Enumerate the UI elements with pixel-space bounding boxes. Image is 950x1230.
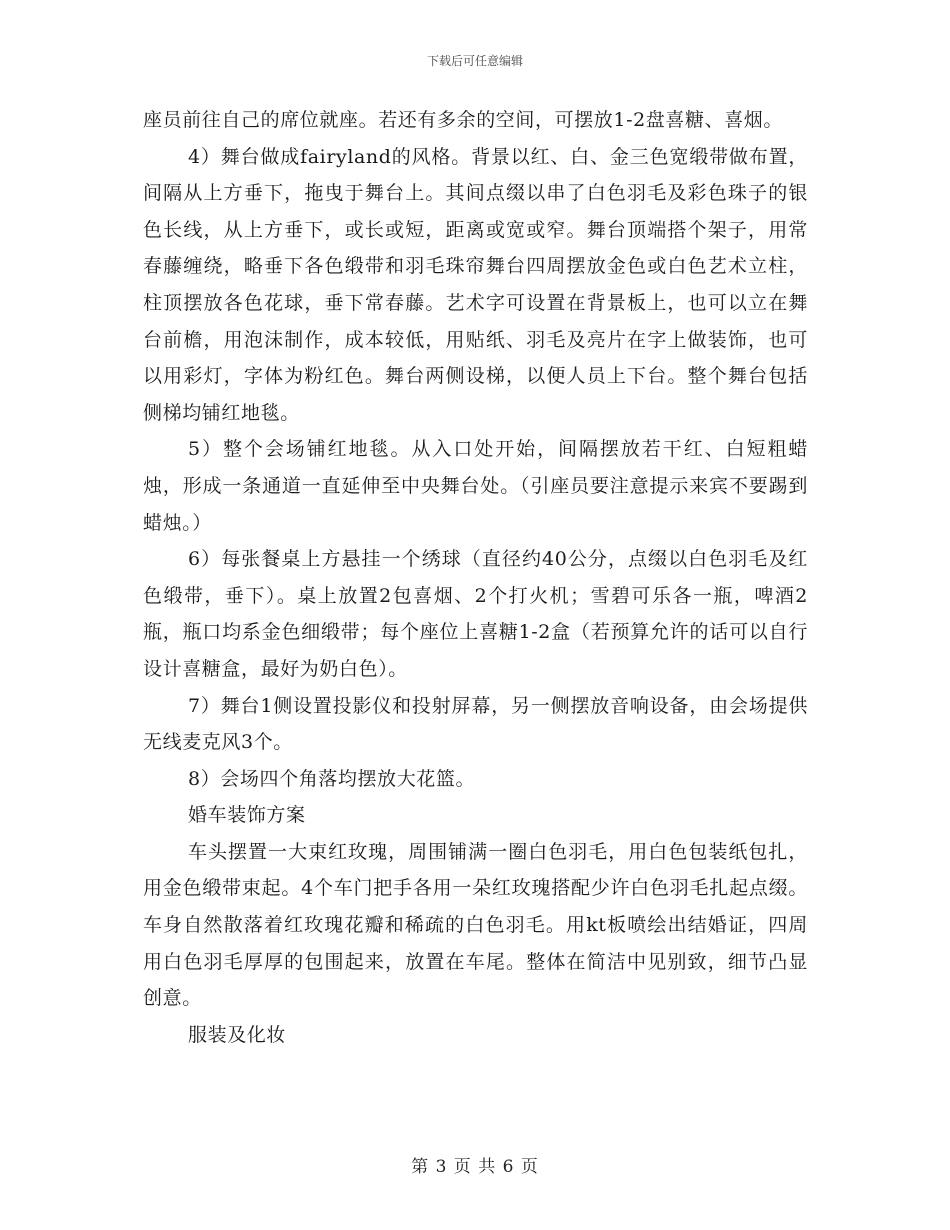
section-heading-wedding-car: 婚车装饰方案 bbox=[188, 804, 306, 827]
document-body bbox=[143, 102, 808, 1053]
paragraph-equipment: 7）舞台1侧设置投影仪和投射屏幕，另一侧摆放音响设备，由会场提供无线麦克风3个。 bbox=[143, 694, 808, 754]
section-heading-attire-makeup: 服装及化妆 bbox=[188, 1023, 287, 1046]
page-header: 下载后可任意编辑 bbox=[426, 54, 523, 68]
paragraph-continuation: 座员前往自己的席位就座。若还有多余的空间，可摆放1-2盘喜糖、喜烟。 bbox=[143, 109, 783, 131]
paragraph-carpet: 5）整个会场铺红地毯。从入口处开始，间隔摆放若干红、白短粗蜡烛，形成一条通道一直延伸至中央舞台处。（引座员要注意提示来宾不要踢到蜡烛。） bbox=[143, 438, 808, 534]
paragraph-flower-baskets: 8）会场四个角落均摆放大花篮。 bbox=[188, 767, 476, 790]
paragraph-wedding-car: 车头摆置一大束红玫瑰，周围铺满一圈白色羽毛，用白色包装纸包扎，用金色缎带束起。4个车门把手各用一朵红玫瑰搭配少许白色羽毛扎起点缀。车身自然散落着红玫瑰花瓣和稀疏的白色羽毛。用kt板喷绘出结婚证，四周用白色羽毛厚厚的包围起来，放置在车尾。整体在简洁中见别致，细节凸显创意。 bbox=[143, 840, 808, 1010]
paragraph-tables: 6）每张餐桌上方悬挂一个绣球（直径约40公分，点缀以白色羽毛及红色缎带，垂下）。桌上放置2包喜烟、2个打火机；雪碧可乐各一瓶，啤酒2瓶，瓶口均系金色细缎带；每个座位上喜糖1-2盒（若预算允许的话可以自行设计喜糖盒，最好为奶白色）。 bbox=[143, 548, 808, 680]
paragraph-stage: 4）舞台做成fairyland的风格。背景以红、白、金三色宽缎带做布置，间隔从上方垂下，拖曳于舞台上。其间点缀以串了白色羽毛及彩色珠子的银色长线，从上方垂下，或长或短，距离或宽或窄。舞台顶端搭个架子，用常春藤缠绕，略垂下各色缎带和羽毛珠帘舞台四周摆放金色或白色艺术立柱，柱顶摆放各色花球，垂下常春藤。艺术字可设置在背景板上，也可以立在舞台前檐，用泡沫制作，成本较低，用贴纸、羽毛及亮片在字上做装饰，也可以用彩灯，字体为粉红色。舞台两侧设梯，以便人员上下台。整个舞台包括侧梯均铺红地毯。 bbox=[143, 145, 808, 424]
page-number-footer: 第 3 页 共 6 页 bbox=[411, 1157, 539, 1177]
